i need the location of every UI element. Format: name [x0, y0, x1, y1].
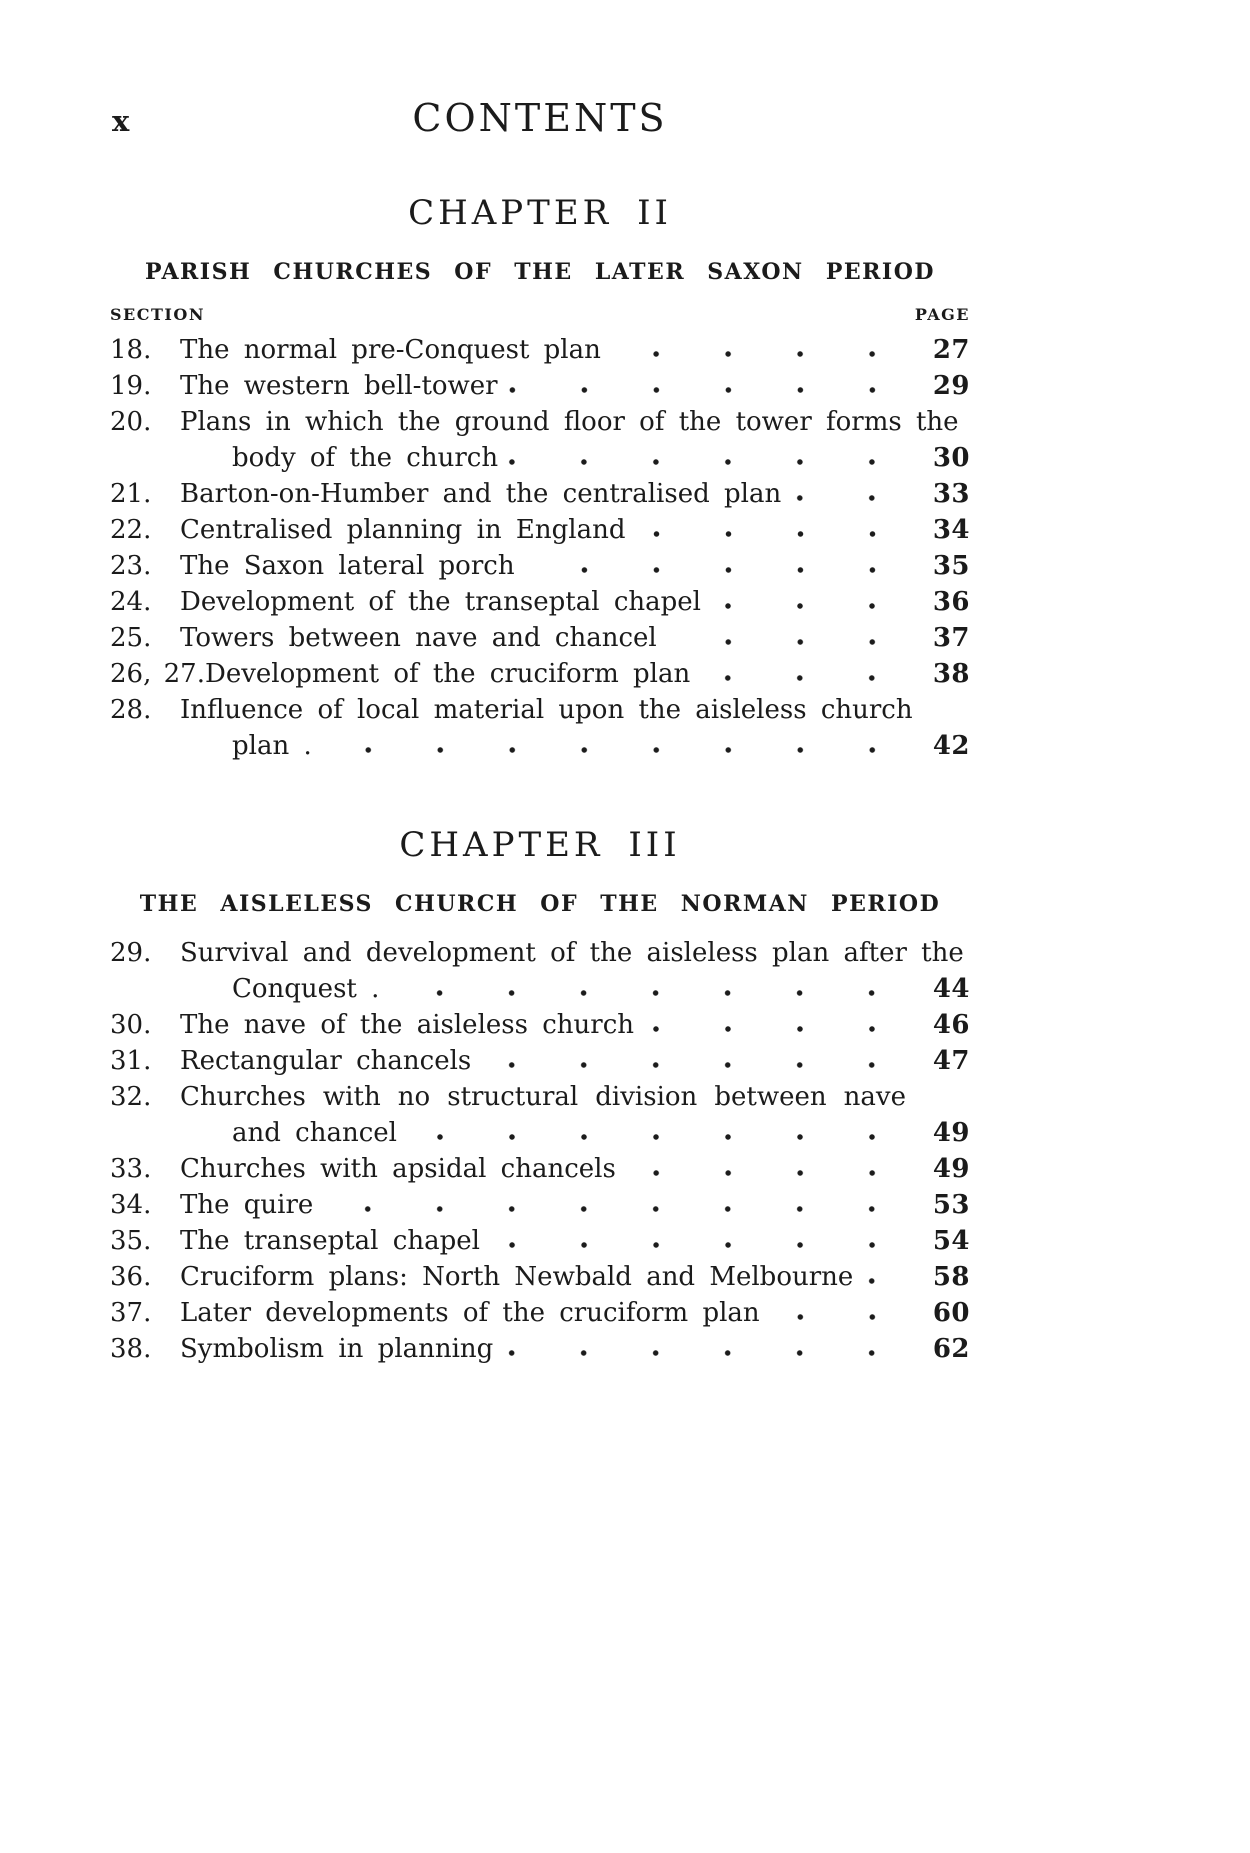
- entry-number: 32.: [110, 1081, 152, 1112]
- toc-entry-continuation-row: [110, 1115, 970, 1151]
- toc-entry-row: [110, 332, 970, 368]
- toc-entry-row: [110, 1151, 970, 1187]
- chapter-3-heading: CHAPTER III: [399, 824, 681, 865]
- entry-title: Development of the cruciform plan: [204, 658, 691, 689]
- entry-number: 26, 27.: [110, 658, 205, 689]
- entry-number: 23.: [110, 550, 152, 581]
- toc-entry-row: [110, 1079, 970, 1115]
- entry-number: 33.: [110, 1153, 152, 1184]
- toc-entry-row: [110, 1187, 970, 1223]
- toc-entry-continuation-row: [110, 728, 970, 764]
- entry-title: The normal pre-Conquest plan: [180, 334, 601, 365]
- dot-leader: [323, 1187, 910, 1223]
- entry-title: Rectangular chancels: [180, 1045, 472, 1076]
- entry-page-number: 36: [932, 586, 970, 617]
- toc-entry-row: [110, 656, 970, 692]
- entry-page-number: 30: [932, 442, 970, 473]
- dot-leader: [791, 476, 910, 512]
- entry-title: Survival and development of the aisleless plan after the: [180, 937, 964, 968]
- entry-page-number: 58: [932, 1261, 970, 1292]
- entry-title: Plans in which the ground floor of the tower forms the: [180, 406, 959, 437]
- page-title: CONTENTS: [412, 96, 668, 140]
- entry-number: 22.: [110, 514, 152, 545]
- entry-page-number: 47: [932, 1045, 970, 1076]
- entry-page-number: 60: [932, 1297, 970, 1328]
- dot-leader: [508, 440, 910, 476]
- entry-title-continued: body of the church: [232, 442, 499, 473]
- entry-number: 36.: [110, 1261, 152, 1292]
- chapter-3-entries: [110, 935, 970, 1367]
- toc-entry-row: [110, 1223, 970, 1259]
- dot-leader: [636, 512, 911, 548]
- entry-title-continued: Conquest .: [232, 973, 380, 1004]
- entry-page-number: 49: [932, 1117, 970, 1148]
- toc-entry-row: [110, 935, 970, 971]
- dot-leader: [508, 368, 910, 404]
- entry-page-number: 62: [932, 1333, 970, 1364]
- entry-title: Symbolism in planning: [180, 1333, 494, 1364]
- toc-entry-row: [110, 512, 970, 548]
- dot-leader: [322, 728, 910, 764]
- dot-leader: [700, 656, 910, 692]
- chapter-2-entries: [110, 332, 970, 764]
- chapter-2-block: [110, 192, 970, 764]
- chapter-3-subheading: THE AISLELESS CHURCH OF THE NORMAN PERIOD: [139, 891, 941, 918]
- dot-leader: [667, 620, 910, 656]
- page-column-label: PAGE: [914, 304, 970, 324]
- entry-number: 24.: [110, 586, 152, 617]
- toc-entry-continuation-row: [110, 971, 970, 1007]
- entry-title: Barton-on-Humber and the centralised plan: [180, 478, 782, 509]
- entry-page-number: 54: [932, 1225, 970, 1256]
- entry-number: 35.: [110, 1225, 152, 1256]
- dot-leader: [863, 1259, 910, 1295]
- dot-leader: [525, 548, 910, 584]
- toc-entry-row: [110, 692, 970, 728]
- entry-page-number: 49: [932, 1153, 970, 1184]
- entry-title: Cruciform plans: North Newbald and Melbourne: [180, 1261, 854, 1292]
- dot-leader: [644, 1007, 910, 1043]
- entry-title-continued: and chancel: [232, 1117, 397, 1148]
- entry-title: Influence of local material upon the aisleless church: [180, 694, 913, 725]
- dot-leader: [611, 332, 910, 368]
- chapter-3-block: [110, 824, 970, 1367]
- entry-page-number: 38: [932, 658, 970, 689]
- toc-entry-row: [110, 404, 970, 440]
- entry-title: The western bell-tower: [180, 370, 498, 401]
- entry-title: The quire: [180, 1189, 314, 1220]
- entry-page-number: 29: [932, 370, 970, 401]
- dot-leader: [503, 1331, 910, 1367]
- entry-page-number: 35: [932, 550, 970, 581]
- entry-number: 19.: [110, 370, 152, 401]
- toc-entry-row: [110, 548, 970, 584]
- entry-number: 21.: [110, 478, 152, 509]
- entry-number: 28.: [110, 694, 152, 725]
- toc-entry-row: [110, 1007, 970, 1043]
- entry-title: Churches with apsidal chancels: [180, 1153, 616, 1184]
- entry-number: 38.: [110, 1333, 152, 1364]
- entry-page-number: 33: [932, 478, 970, 509]
- dot-leader: [626, 1151, 910, 1187]
- dot-leader: [389, 971, 910, 1007]
- column-labels: [110, 305, 970, 324]
- entry-number: 29.: [110, 937, 152, 968]
- entry-number: 20.: [110, 406, 152, 437]
- entry-number: 25.: [110, 622, 152, 653]
- folio-page-number: x: [112, 104, 131, 138]
- toc-entry-row: [110, 584, 970, 620]
- toc-entry-row: [110, 1259, 970, 1295]
- entry-page-number: 37: [932, 622, 970, 653]
- entry-title: Centralised planning in England: [180, 514, 626, 545]
- entry-page-number: 44: [932, 973, 970, 1004]
- dot-leader: [711, 584, 910, 620]
- entry-page-number: 53: [932, 1189, 970, 1220]
- text-block: [110, 0, 970, 1367]
- dot-leader: [770, 1295, 910, 1331]
- toc-entry-row: [110, 1331, 970, 1367]
- entry-title-continued: plan .: [232, 730, 312, 761]
- entry-number: 18.: [110, 334, 152, 365]
- entry-title: Towers between nave and chancel: [180, 622, 657, 653]
- entry-number: 31.: [110, 1045, 152, 1076]
- toc-entry-row: [110, 368, 970, 404]
- dot-leader: [490, 1223, 910, 1259]
- toc-entry-row: [110, 620, 970, 656]
- entry-title: Churches with no structural division between nave: [180, 1081, 906, 1112]
- entry-number: 30.: [110, 1009, 152, 1040]
- entry-page-number: 34: [932, 514, 970, 545]
- chapter-2-heading: CHAPTER II: [408, 192, 672, 233]
- dot-leader: [407, 1115, 910, 1151]
- entry-page-number: 46: [932, 1009, 970, 1040]
- dot-leader: [481, 1043, 910, 1079]
- entry-title: Later developments of the cruciform plan: [180, 1297, 760, 1328]
- entry-title: Development of the transeptal chapel: [180, 586, 701, 617]
- entry-title: The nave of the aisleless church: [180, 1009, 635, 1040]
- toc-entry-row: [110, 476, 970, 512]
- chapter-2-subheading: PARISH CHURCHES OF THE LATER SAXON PERIOD: [145, 259, 935, 286]
- entry-number: 37.: [110, 1297, 152, 1328]
- entry-title: The Saxon lateral porch: [180, 550, 515, 581]
- toc-entry-row: [110, 1043, 970, 1079]
- section-column-label: SECTION: [110, 304, 205, 324]
- entry-page-number: 27: [932, 334, 970, 365]
- entry-title: The transeptal chapel: [180, 1225, 480, 1256]
- toc-entry-row: [110, 1295, 970, 1331]
- entry-number: 34.: [110, 1189, 152, 1220]
- toc-entry-continuation-row: [110, 440, 970, 476]
- entry-page-number: 42: [932, 730, 970, 761]
